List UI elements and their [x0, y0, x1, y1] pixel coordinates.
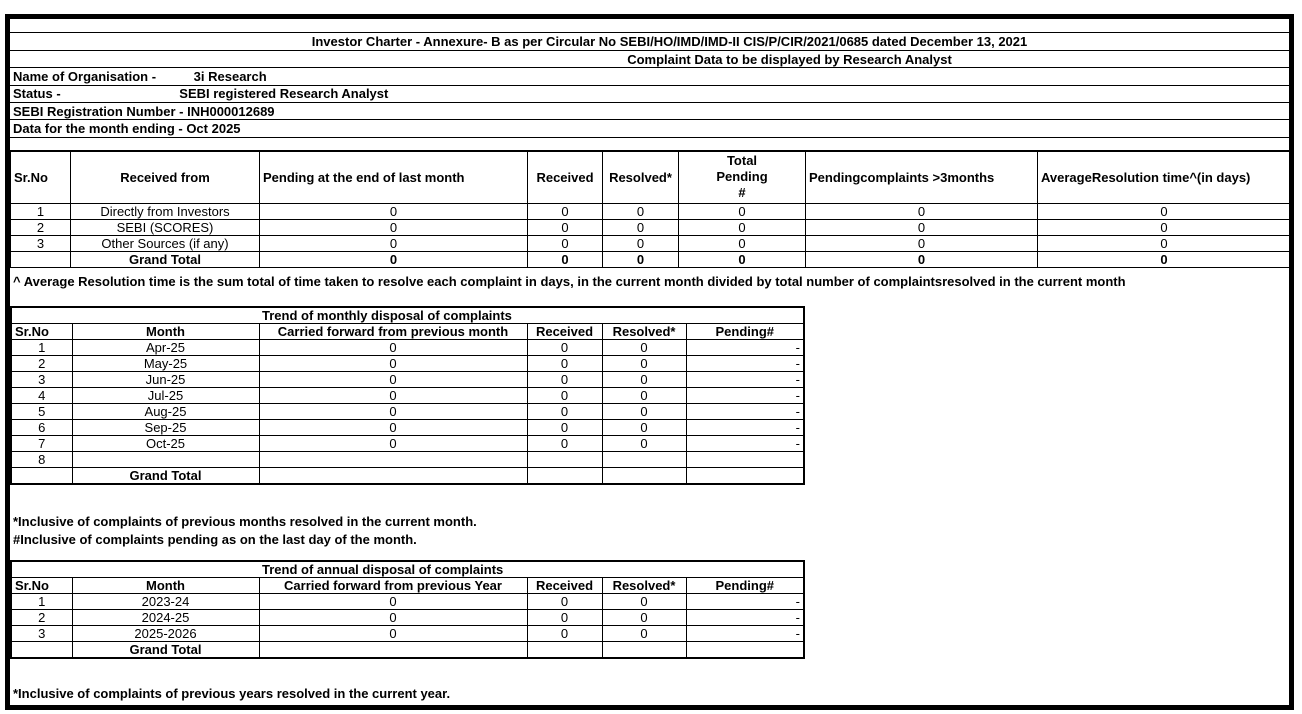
cell-month: 2023-24	[72, 594, 259, 610]
table-row-total	[11, 468, 804, 485]
cell-value: 0	[602, 626, 686, 642]
grand-total-label: Grand Total	[72, 642, 259, 659]
cell-pending: -	[686, 388, 804, 404]
avg-resolution-note: ^ Average Resolution time is the sum total of time taken to resolve each complaint in days, in the current month divided by total number of complaintsresolved in the current month	[13, 274, 1126, 289]
table-row-total	[11, 252, 1291, 268]
cell-value: 0	[602, 594, 686, 610]
page-title: Investor Charter - Annexure- B as per Circular No SEBI/HO/IMD/IMD-II CIS/P/CIR/2021/0685 dated December 13, 2021	[311, 34, 1028, 49]
cell-srno: 2	[11, 220, 71, 236]
cell-srno: 5	[11, 404, 72, 420]
col-avg-resolution: AverageResolution time^(in days)	[1038, 151, 1291, 204]
cell-pending: -	[686, 356, 804, 372]
cell-value: 0	[527, 594, 602, 610]
cell-srno: 3	[11, 236, 71, 252]
table-header	[11, 324, 804, 340]
cell-srno: 6	[11, 420, 72, 436]
cell-value: 0	[528, 220, 603, 236]
table-row	[11, 594, 804, 610]
cell-value: 0	[603, 236, 679, 252]
note-resolved: *Inclusive of complaints of previous months resolved in the current month.	[13, 514, 477, 529]
table-row	[11, 340, 804, 356]
col-received: Received	[527, 578, 602, 594]
grand-total-label: Grand Total	[72, 468, 259, 485]
cell-value: 0	[527, 340, 602, 356]
cell-value: 0	[603, 220, 679, 236]
page-subtitle: Complaint Data to be displayed by Research Analyst	[627, 52, 952, 67]
monthly-title: Trend of monthly disposal of complaints	[259, 307, 602, 324]
table-row	[11, 626, 804, 642]
col-received: Received	[528, 151, 603, 204]
cell-value: 0	[528, 204, 603, 220]
table-row	[11, 372, 804, 388]
status-label: Status -	[13, 86, 61, 101]
cell-value: 0	[679, 252, 806, 268]
cell-value: 0	[260, 204, 528, 220]
cell-value: 0	[528, 252, 603, 268]
cell-value: 0	[806, 236, 1038, 252]
cell-month: May-25	[72, 356, 259, 372]
cell-value: 0	[1038, 204, 1291, 220]
cell-pending: -	[686, 626, 804, 642]
col-pending: Pending#	[686, 578, 804, 594]
cell-value: 0	[1038, 252, 1291, 268]
col-total-pending	[679, 151, 806, 204]
cell-value: 0	[679, 204, 806, 220]
cell-value: 0	[259, 388, 527, 404]
cell-month	[72, 452, 259, 468]
cell-value: 0	[259, 436, 527, 452]
col-received: Received	[527, 324, 602, 340]
cell-received-from: SEBI (SCORES)	[71, 220, 260, 236]
cell-value: 0	[259, 372, 527, 388]
grand-total-label: Grand Total	[71, 252, 260, 268]
cell-value: 0	[527, 420, 602, 436]
cell-value: 0	[259, 626, 527, 642]
cell-value: 0	[260, 252, 528, 268]
table-row	[11, 388, 804, 404]
col-srno: Sr.No	[11, 324, 72, 340]
col-month: Month	[72, 578, 259, 594]
col-pending-last: Pending at the end of last month	[260, 151, 528, 204]
cell-value: 0	[259, 420, 527, 436]
cell-value: 0	[527, 388, 602, 404]
cell-value: 0	[602, 356, 686, 372]
divider	[10, 119, 1289, 120]
cell-value: 0	[806, 220, 1038, 236]
table-row	[11, 220, 1291, 236]
annual-trend-table	[10, 560, 805, 659]
cell-value: 0	[1038, 220, 1291, 236]
cell-srno: 4	[11, 388, 72, 404]
divider	[10, 32, 1289, 33]
table-row	[11, 436, 804, 452]
col-pending: Pending#	[686, 324, 804, 340]
cell-value: 0	[806, 252, 1038, 268]
cell-value: 0	[260, 220, 528, 236]
cell-month: Sep-25	[72, 420, 259, 436]
cell-value: 0	[259, 404, 527, 420]
cell-value: 0	[602, 388, 686, 404]
cell-pending	[686, 452, 804, 468]
cell-value: 0	[806, 204, 1038, 220]
table-row	[11, 420, 804, 436]
cell-value: 0	[679, 236, 806, 252]
cell-month: 2025-2026	[72, 626, 259, 642]
cell-value: 0	[527, 356, 602, 372]
cell-srno: 1	[11, 594, 72, 610]
monthly-trend-table	[10, 306, 805, 485]
col-srno: Sr.No	[11, 578, 72, 594]
note-pending: #Inclusive of complaints pending as on the last day of the month.	[13, 532, 417, 547]
cell-pending: -	[686, 436, 804, 452]
cell-value: 0	[602, 404, 686, 420]
cell-value	[259, 452, 527, 468]
cell-srno: 7	[11, 436, 72, 452]
cell-value: 0	[527, 436, 602, 452]
org-row	[10, 69, 1289, 84]
table-row	[11, 404, 804, 420]
col-total-pending-line2: Pending	[716, 169, 768, 184]
cell-month: Apr-25	[72, 340, 259, 356]
org-label: Name of Organisation -	[13, 69, 157, 84]
cell-pending: -	[686, 404, 804, 420]
cell-value	[527, 452, 602, 468]
cell-value: 0	[528, 236, 603, 252]
cell-srno: 2	[11, 610, 72, 626]
org-value: 3i Research	[193, 69, 267, 84]
col-resolved: Resolved*	[602, 324, 686, 340]
cell-value: 0	[259, 594, 527, 610]
status-value: SEBI registered Research Analyst	[179, 86, 389, 101]
cell-value: 0	[260, 236, 528, 252]
divider	[10, 137, 1289, 138]
annual-title: Trend of annual disposal of complaints	[259, 561, 602, 578]
table-row	[11, 204, 1291, 220]
cell-srno: 2	[11, 356, 72, 372]
cell-pending: -	[686, 594, 804, 610]
cell-month: Oct-25	[72, 436, 259, 452]
cell-month: Jul-25	[72, 388, 259, 404]
table-row	[11, 452, 804, 468]
cell-month: 2024-25	[72, 610, 259, 626]
table-header	[11, 151, 1291, 204]
month-ending: Data for the month ending - Oct 2025	[13, 121, 241, 136]
cell-value: 0	[1038, 236, 1291, 252]
col-received-from: Received from	[71, 151, 260, 204]
cell-srno: 3	[11, 626, 72, 642]
cell-value: 0	[602, 340, 686, 356]
cell-value: 0	[527, 372, 602, 388]
cell-pending: -	[686, 340, 804, 356]
cell-value: 0	[602, 610, 686, 626]
col-srno: Sr.No	[11, 151, 71, 204]
cell-month: Jun-25	[72, 372, 259, 388]
col-total-pending-line3: #	[738, 185, 746, 200]
cell-pending: -	[686, 372, 804, 388]
col-pending-3m: Pendingcomplaints >3months	[806, 151, 1038, 204]
table-row-total	[11, 642, 804, 659]
table-header	[11, 578, 804, 594]
col-resolved: Resolved*	[603, 151, 679, 204]
table-title-row	[11, 561, 804, 578]
divider	[10, 50, 1289, 51]
cell-received-from: Other Sources (if any)	[71, 236, 260, 252]
cell-srno: 8	[11, 452, 72, 468]
cell-value: 0	[602, 436, 686, 452]
status-row	[10, 86, 1289, 101]
table-row	[11, 610, 804, 626]
cell-received-from: Directly from Investors	[71, 204, 260, 220]
col-total-pending-line1: Total	[726, 153, 758, 168]
cell-value: 0	[602, 372, 686, 388]
divider	[10, 67, 1289, 68]
annual-note: *Inclusive of complaints of previous years resolved in the current year.	[13, 686, 451, 701]
cell-value: 0	[527, 626, 602, 642]
cell-value: 0	[259, 340, 527, 356]
table-row	[11, 236, 1291, 252]
col-month: Month	[72, 324, 259, 340]
cell-value: 0	[679, 220, 806, 236]
cell-value: 0	[602, 420, 686, 436]
cell-value: 0	[527, 610, 602, 626]
cell-pending: -	[686, 420, 804, 436]
complaints-table	[10, 150, 1291, 268]
document-frame	[5, 14, 1294, 710]
col-carried: Carried forward from previous month	[259, 324, 527, 340]
col-carried: Carried forward from previous Year	[259, 578, 527, 594]
cell-month: Aug-25	[72, 404, 259, 420]
table-title-row	[11, 307, 804, 324]
cell-value: 0	[259, 356, 527, 372]
cell-pending: -	[686, 610, 804, 626]
divider	[10, 102, 1289, 103]
cell-value: 0	[527, 404, 602, 420]
cell-srno: 3	[11, 372, 72, 388]
cell-value: 0	[603, 204, 679, 220]
cell-srno: 1	[11, 340, 72, 356]
sebi-registration: SEBI Registration Number - INH000012689	[13, 104, 275, 119]
cell-value: 0	[603, 252, 679, 268]
table-row	[11, 356, 804, 372]
cell-srno: 1	[11, 204, 71, 220]
col-resolved: Resolved*	[602, 578, 686, 594]
cell-value	[602, 452, 686, 468]
cell-value: 0	[259, 610, 527, 626]
